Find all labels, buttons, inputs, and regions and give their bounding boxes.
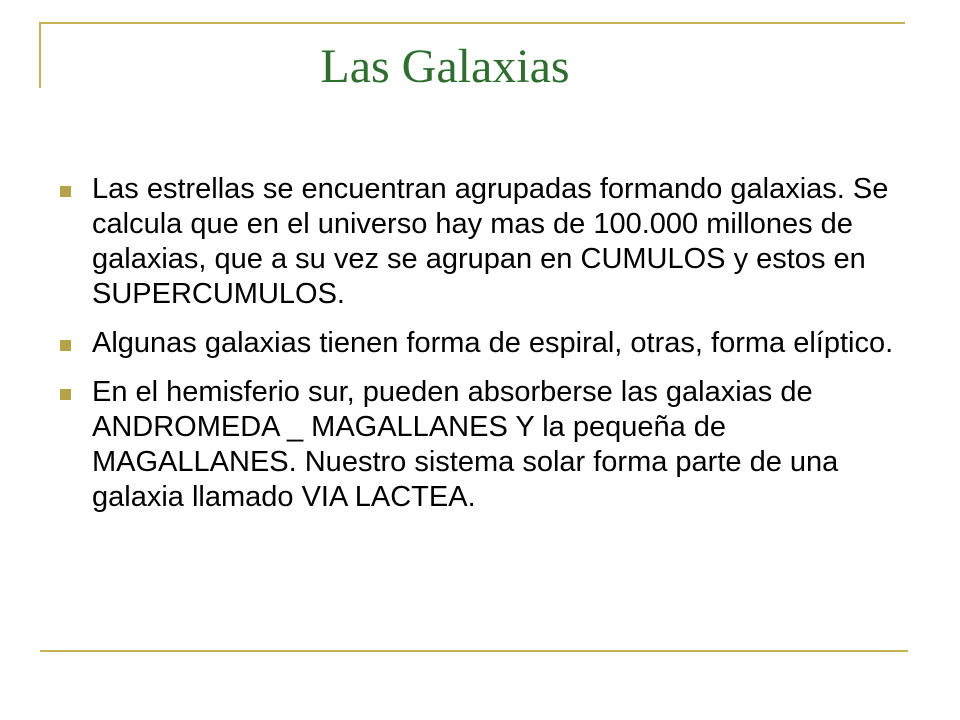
square-bullet-icon [60,186,71,197]
square-bullet-icon [60,389,71,400]
bullet-list [55,172,895,529]
bullet-item [55,375,895,515]
bullet-text: Algunas galaxias tienen forma de espiral, otras, forma elíptico. [92,327,894,359]
top-border-line [40,22,905,24]
slide-title: Las Galaxias [320,40,570,93]
bullet-text: Las estrellas se encuentran agrupadas formando galaxias. Se calcula que en el universo hay mas de 100.000 millones de galaxias, que a su vez se agrupan en CUMULOS y estos en SUPERCUMULOS. [92,173,889,310]
bullet-item [55,326,895,361]
bullet-text: En el hemisferio sur, pueden absorberse las galaxias de ANDROMEDA _ MAGALLANES Y la pequeña de MAGALLANES. Nuestro sistema solar forma parte de una galaxia llamado VIA LACTEA. [92,376,839,513]
bottom-border-line [40,650,908,652]
bullet-item [55,172,895,312]
square-bullet-icon [60,340,71,351]
